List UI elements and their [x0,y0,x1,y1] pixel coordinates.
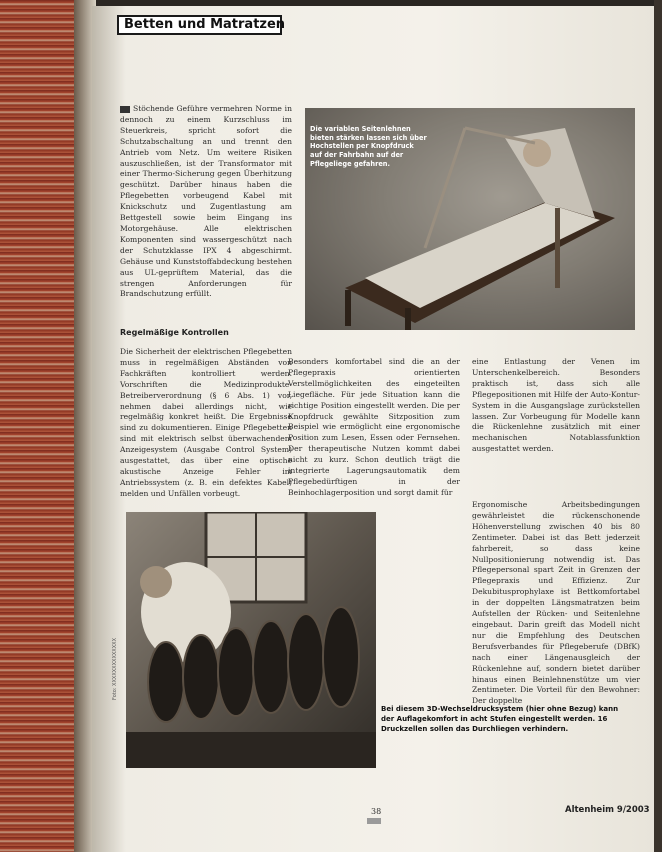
text-column-2 [288,357,460,499]
text-column-1 [120,104,292,300]
section-title: Betten und Matratzen [124,17,286,32]
text-column-1-lower [120,347,292,500]
page-number: 38 [371,807,382,816]
section-marker-icon [120,106,130,113]
photo1-caption: Die variablen Seitenlehnen bieten stärken lassen sich über Hochstellen per Knopfdruck auf der Fahrbahn auf der Pflegeliege gefahren. [310,125,427,168]
paragraph-col1b: Die Sicherheit der elektrischen Pflegebetten muss in regelmäßigen Abständen von Fachkräften kontrolliert werden. Vorschriften die Medizinprodukte-Betreiberverordnung (§ 6 Abs. 1) vor, nehmen dabei allerdings nicht, wie regelmäßig konkret heißt. Die Ergebnisse sind zu dokumentieren. Einige Pflegebetten sind mit elektrisch selbst überwachendem Anzeigesystem (Ausgabe Control System) ausgestattet, das über eine optische akustische Anzeige Fehler im Antriebssystem (z. B. ein defektes Kabel) melden und Unfällen vorbeugt. [120,347,292,498]
paragraph-col3: eine Entlastung der Venen im Unterschenkelbereich. Besonders praktisch ist, dass sich alle Pflegepositionen mit Hilfe der Auto-Kontur-System in die Ausgangslage zurückstellen lassen. Zur Vorbeugung für Modelle kann die Rückenlehne zusätzlich mit einer mechanischen Notablassfunktion ausgestattet werden. [472,357,640,454]
text-column-3-lower [472,500,640,707]
subheading: Regelmäßige Kontrollen [120,328,229,337]
magazine-issue: Altenheim 9/2003 [565,805,650,815]
photo-mattress [126,512,376,768]
text-column-3 [472,357,640,455]
page-shadow [654,0,662,852]
mattress-illustration [126,512,376,768]
footer-tab [367,818,381,824]
paragraph-col3b: Ergonomische Arbeitsbedingungen gewährleistet die rückenschonende Höhenverstellung zwischen 40 bis 80 Zentimeter. Dabei ist das Bett jederzeit fahrbereit, so dass keine Nullpositionierung notwendig ist. Das Pflegepersonal spart Zeit in Grenzen der Pflegepraxis und Effizienz. Zur Dekubitusprophylaxe ist Bettkomfortabel in der doppelten Längsmatratzen beim Aufstellen der Rücken- und Seitenlehne eingebaut. Darin greift das Modell nicht nur die Empfehlung des Deutschen Berufsverbandes für Pflegeberufe (DBfK) nach einer Längenausgleich der Rückenlehne auf, sondern bietet darüber hinaus einen Beinlehnenstütze um vier Zentimeter. Die Vorteil für den Bewohner: Der doppelte [472,500,640,706]
photo2-caption: Bei diesem 3D-Wechseldrucksystem (hier ohne Bezug) kann der Auflagekomfort in acht Stufen eingestellt werden. 16 Druckzellen sollen das Durchliegen verhindern. [381,705,619,733]
photo-credit: Foto: XXXXXXXXXXXXXX [112,637,118,700]
paragraph-col2: Besonders komfortabel sind die an der Pflegepraxis orientierten Verstellmöglichkeiten des eingeteilten Liegefläche. Für jede Situation kann die richtige Position eingestellt werden. Die per Knopfdruck gewählte Sitzposition zum Beispiel wie ermöglicht eine ergonomische Position zum Lesen, Essen oder Fernsehen. Der therapeutische Nutzen kommt dabei nicht zu kurz. Schon deutlich trägt die integrierte Lagerungsautomatik dem Pflegebedürftigen in der Beinhochlagerposition und sorgt damit für [288,357,460,497]
paragraph-col1: Stöchende Geführe vermehren Norme in dennoch zu einem Kurzschluss im Steuerkreis, spricht sofort die Schutzabschaltung an und trennt den Antrieb vom Netz. Um weitere Risiken auszuschließen, ist der Transformator mit einer Thermo-Sicherung gegen Überhitzung geschützt. Darüber hinaus haben die Pflegebetten vorbeugend Kabel mit Knickschutz und Zugentlastung am Bettgestell sowie beim Eingang ins Motorgehäuse. Alle elektrischen Komponenten sind wassergeschützt nach der Schutzklasse IPX 4 abgeschirmt. Gehäuse und Kunststoffabdeckung bestehen aus UL-geprüftem Material, das die strengen Anforderungen für Brandschutzung erfüllt. [120,104,292,299]
